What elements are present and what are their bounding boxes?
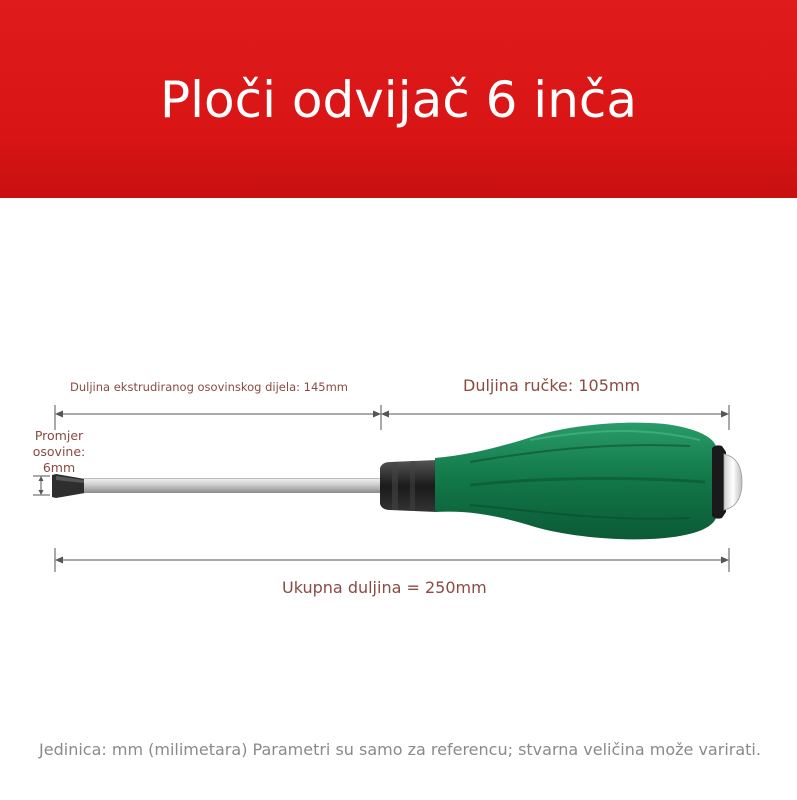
end-cap [724, 454, 742, 510]
collar [380, 460, 437, 512]
total-dimension-line [55, 548, 729, 572]
shaft-length-label: Duljina ekstrudiranog osovinskog dijela: 145mm [70, 380, 348, 394]
footer-note: Jedinica: mm (milimetara) Parametri su samo za referencu; stvarna veličina može varirati. [39, 740, 761, 759]
page-title: Ploči odvijač 6 inča [159, 71, 638, 129]
handle-length-label: Duljina ručke: 105mm [463, 376, 641, 395]
diameter-marker [33, 476, 50, 495]
screwdriver [52, 423, 742, 540]
shaft-diameter-label: Promjer osovine: 6mm [32, 428, 86, 475]
shaft [84, 478, 384, 493]
total-length-label: Ukupna duljina = 250mm [282, 578, 487, 597]
